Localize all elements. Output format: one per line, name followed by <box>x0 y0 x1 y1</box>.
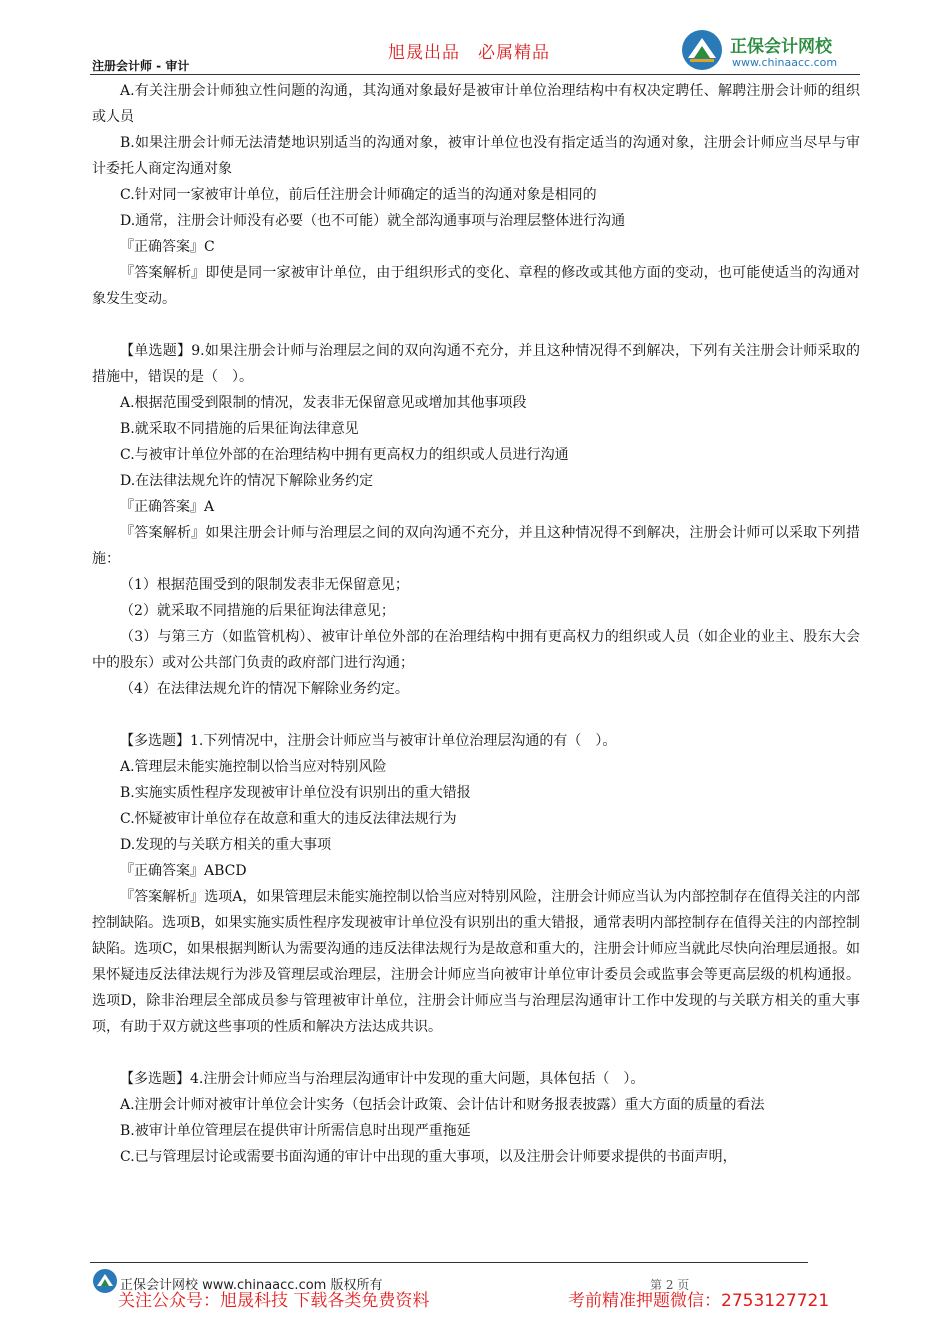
chinaacc-logo <box>680 28 870 74</box>
promo-wechat-contact: 考前精准押题微信：2753127721 <box>568 1291 830 1311</box>
option-b: B.如果注册会计师无法清楚地识别适当的沟通对象，被审计单位也没有指定适当的沟通对象，注册会计师应当尽早与审计委托人商定沟通对象 <box>92 135 860 177</box>
answer-explanation: 『答案解析』选项A，如果管理层未能实施控制以恰当应对特别风险，注册会计师应当认为内部控制存在值得关注的内部控制缺陷。选项B，如果实施实质性程序发现被审计单位没有识别出的重大错报，通常表明内部控制存在值得关注的内部控制缺陷。选项C，如果根据判断认为需要沟通的违反法律法规行为是故意和重大的，注册会计师应当就此尽快向治理层通报。如果怀疑违反法律法规行为涉及管理层或治理层，注册会计师应当向被审计单位审计委员会或监事会等更高层级的机构通报。选项D，除非治理层全部成员参与管理被审计单位，注册会计师应当与治理层沟通审计工作中发现的与关联方相关的重大事项，有助于双方就这些事项的性质和解决方法达成共识。 <box>92 889 860 1035</box>
explanation-item: （4）在法律法规允许的情况下解除业务约定。 <box>120 681 409 697</box>
explanation-item: （3）与第三方（如监管机构）、被审计单位外部的在治理结构中拥有更高权力的组织或人员（如企业的业主、股东大会中的股东）或对公共部门负责的政府部门进行沟通； <box>92 629 860 671</box>
option-b: B.就采取不同措施的后果征询法律意见 <box>120 421 359 437</box>
option-a: A.管理层未能实施控制以恰当应对特别风险 <box>120 759 387 775</box>
correct-answer: 『正确答案』ABCD <box>120 863 247 879</box>
option-a: A.有关注册会计师独立性问题的沟通，其沟通对象最好是被审计单位治理结构中有权决定聘任、解聘注册会计师的组织或人员 <box>92 83 860 125</box>
header-divider <box>90 74 860 75</box>
option-a: A.注册会计师对被审计单位会计实务（包括会计政策、会计估计和财务报表披露）重大方面的质量的看法 <box>120 1097 765 1113</box>
explanation-item: （2）就采取不同措施的后果征询法律意见； <box>120 603 395 619</box>
option-b: B.实施实质性程序发现被审计单位没有识别出的重大错报 <box>120 785 471 801</box>
promo-wechat-account: 关注公众号：旭晟科技 下载各类免费资料 <box>118 1291 430 1311</box>
explanation-item: （1）根据范围受到的限制发表非无保留意见； <box>120 577 409 593</box>
question-multi-4: 【多选题】4.注册会计师应当与治理层沟通审计中发现的重大问题，具体包括（ ）。 <box>120 1071 645 1087</box>
question-multi-1: 【多选题】1.下列情况中，注册会计师应当与被审计单位治理层沟通的有（ ）。 <box>120 733 617 749</box>
footer-logo-icon <box>92 1268 118 1294</box>
logo-url: www.chinaacc.com <box>732 56 838 69</box>
option-c: C.与被审计单位外部的在治理结构中拥有更高权力的组织或人员进行沟通 <box>120 447 569 463</box>
header-slogan: 旭晟出品 必属精品 <box>388 43 550 63</box>
option-d: D.发现的与关联方相关的重大事项 <box>120 837 332 853</box>
option-c: C.针对同一家被审计单位，前后任注册会计师确定的适当的沟通对象是相同的 <box>120 187 597 203</box>
footer-divider <box>90 1262 808 1263</box>
header-subject: 注册会计师 - 审计 <box>92 59 190 73</box>
footer-copyright: 正保会计网校 www.chinaacc.com 版权所有 <box>120 1278 383 1293</box>
option-d: D.通常，注册会计师没有必要（也不可能）就全部沟通事项与治理层整体进行沟通 <box>120 213 626 229</box>
option-b: B.被审计单位管理层在提供审计所需信息时出现严重拖延 <box>120 1123 471 1139</box>
option-c: C.已与管理层讨论或需要书面沟通的审计中出现的重大事项，以及注册会计师要求提供的书面声明， <box>120 1149 737 1165</box>
answer-explanation: 『答案解析』即使是同一家被审计单位，由于组织形式的变化、章程的修改或其他方面的变动，也可能使适当的沟通对象发生变动。 <box>92 265 860 307</box>
correct-answer: 『正确答案』A <box>120 499 215 515</box>
logo-emblem-icon <box>680 28 724 72</box>
option-d: D.在法律法规允许的情况下解除业务约定 <box>120 473 374 489</box>
page-header <box>0 0 950 76</box>
correct-answer: 『正确答案』C <box>120 239 215 255</box>
answer-explanation: 『答案解析』如果注册会计师与治理层之间的双向沟通不充分，并且这种情况得不到解决，注册会计师可以采取下列措施： <box>92 525 860 567</box>
question-single-9: 【单选题】9.如果注册会计师与治理层之间的双向沟通不充分，并且这种情况得不到解决，下列有关注册会计师采取的措施中，错误的是（ ）。 <box>92 343 860 385</box>
option-a: A.根据范围受到限制的情况，发表非无保留意见或增加其他事项段 <box>120 395 527 411</box>
logo-name: 正保会计网校 <box>730 37 832 57</box>
page-number: 第 2 页 <box>650 1278 690 1292</box>
option-c: C.怀疑被审计单位存在故意和重大的违反法律法规行为 <box>120 811 457 827</box>
document-body <box>92 78 860 1170</box>
